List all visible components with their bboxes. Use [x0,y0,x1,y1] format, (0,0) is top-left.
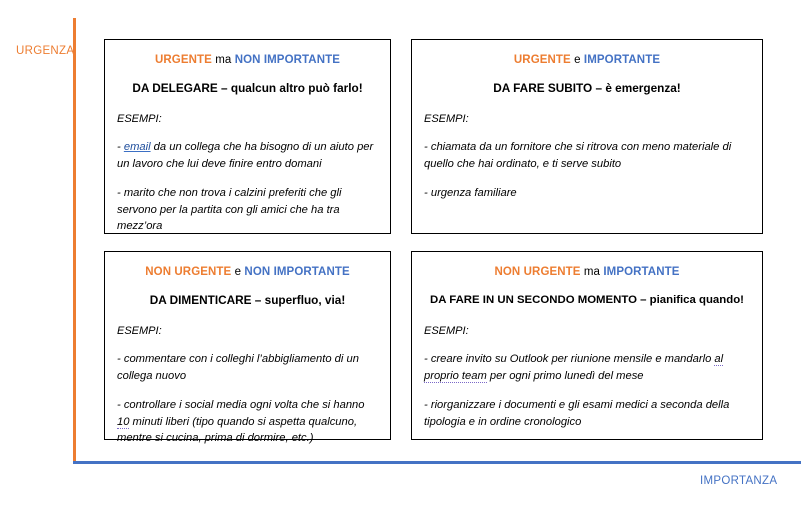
list-item [117,139,380,172]
example-text: minuti liberi (tipo quando si aspetta qualcuno, mentre si cucina, prima di dormire, etc.) [117,415,358,444]
quadrant-headline [422,265,752,279]
quadrant-action: DA DELEGARE – qualcun altro può farlo! [132,81,363,95]
headline-importance-part: IMPORTANTE [603,266,680,278]
quadrant-headline [115,53,380,67]
quadrant-urgent-important [411,39,763,234]
headline-conjunction: ma [583,266,601,278]
quadrant-headline [422,53,752,67]
example-prefix: - [117,141,124,153]
importance-axis-line [73,461,801,464]
list-item [117,397,380,447]
example-prefix: - controllare i social media ogni volta che si hanno [117,399,365,411]
list-item [424,185,752,202]
list-item [424,351,752,384]
headline-urgency-part: URGENTE [154,54,212,66]
quadrant-action: DA FARE IN UN SECONDO MOMENTO – pianifica quando! [430,294,744,306]
example-text: da un collega che ha bisogno di un aiuto per un lavoro che lui deve finire entro domani [117,141,374,170]
example-text: commentare con i colleghi l’abbigliamento di un collega nuovo [117,353,359,382]
headline-urgency-part: NON URGENTE [145,266,232,278]
headline-conjunction: e [574,54,581,66]
example-prefix: - [117,187,124,199]
examples-list [422,139,752,202]
list-item [117,185,380,235]
list-item [117,351,380,384]
example-prefix: - [424,399,431,411]
examples-list [115,351,380,447]
examples-label: ESEMPI: [117,325,162,337]
importance-axis-label: IMPORTANZA [700,475,778,487]
quadrant-not-urgent-not-important [104,251,391,444]
email-hyperlink[interactable]: email [123,141,151,153]
headline-urgency-part: URGENTE [513,54,571,66]
example-prefix: - [424,187,431,199]
headline-conjunction: e [234,266,242,278]
quadrant-headline [115,265,380,279]
example-text: per ogni primo lunedì del mese [486,369,644,382]
examples-label: ESEMPI: [117,113,162,125]
example-prefix: - [117,353,124,365]
headline-conjunction: ma [215,54,232,66]
urgency-axis-line [73,18,76,464]
examples-label: ESEMPI: [424,325,469,337]
quadrant-urgent-not-important [104,39,391,234]
quadrant-action: DA FARE SUBITO – è emergenza! [493,81,681,95]
example-prefix: - [424,141,431,153]
headline-importance-part: NON IMPORTANTE [234,54,341,66]
smart-tag-text[interactable]: 10 [117,415,130,428]
examples-list [115,139,380,235]
example-text: urgenza familiare [430,187,517,199]
list-item [424,139,752,172]
headline-urgency-part: NON URGENTE [494,266,581,278]
list-item [424,397,752,430]
headline-importance-part: IMPORTANTE [583,54,661,66]
example-text: chiamata da un fornitore che si ritrova con meno materiale di quello che hai ordinato, e ti serve subito [424,141,732,170]
quadrant-action: DA DIMENTICARE – superfluo, via! [149,293,346,307]
example-prefix: - creare invito su Outlook per riunione mensile e mandarlo [424,353,715,365]
examples-label: ESEMPI: [424,113,469,125]
example-text: riorganizzare i documenti e gli esami medici a seconda della tipologia e in ordine cronologico [424,399,730,428]
examples-list [422,351,752,430]
urgency-axis-label: URGENZA [16,45,75,57]
smart-tag-text[interactable]: al proprio team [424,353,724,382]
quadrant-not-urgent-important [411,251,763,440]
example-text: marito che non trova i calzini preferiti che gli servono per la partita con gli amici che ha tra mezz’ora [117,187,342,232]
headline-importance-part: NON IMPORTANTE [244,266,350,278]
